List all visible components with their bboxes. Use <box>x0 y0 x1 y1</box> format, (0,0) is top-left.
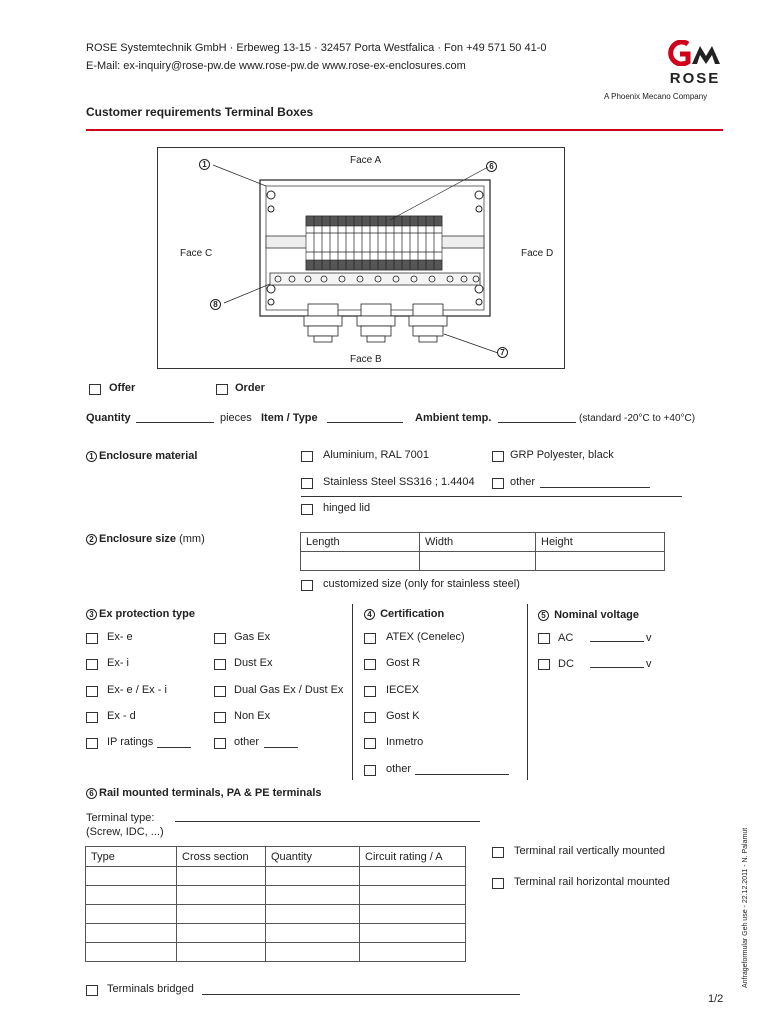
enclosure-size-label: Enclosure size <box>99 533 177 545</box>
width-cell[interactable] <box>420 552 536 571</box>
ip-ratings-field[interactable] <box>157 738 191 748</box>
table-cell[interactable] <box>266 943 360 962</box>
table-row <box>86 867 466 886</box>
non-ex-label: Non Ex <box>234 710 271 722</box>
length-cell[interactable] <box>301 552 420 571</box>
dust-ex-checkbox[interactable] <box>214 659 226 670</box>
material-other-checkbox[interactable] <box>492 478 504 489</box>
atex-label: ATEX (Cenelec) <box>386 631 465 643</box>
offer-label: Offer <box>109 382 136 394</box>
gost-r-label: Gost R <box>386 657 421 669</box>
rail-vertical-checkbox[interactable] <box>492 847 504 858</box>
ambient-field[interactable] <box>498 413 576 423</box>
page-title: Customer requirements Terminal Boxes <box>86 105 314 119</box>
table-cell[interactable] <box>360 905 466 924</box>
ex-d-label: Ex - d <box>107 710 136 722</box>
ex-protection-heading <box>86 608 195 620</box>
gost-k-label: Gost K <box>386 710 420 722</box>
table-cell[interactable] <box>177 886 266 905</box>
rail-horizontal-label: Terminal rail horizontal mounted <box>514 876 670 888</box>
material-divider <box>301 496 682 497</box>
rail-vertical-label: Terminal rail vertically mounted <box>514 845 665 857</box>
table-cell[interactable] <box>177 924 266 943</box>
stainless-checkbox[interactable] <box>301 478 313 489</box>
section-number-1: 1 <box>86 451 97 462</box>
ex-d-checkbox[interactable] <box>86 712 98 723</box>
aluminium-checkbox[interactable] <box>301 451 313 462</box>
ambient-standard: (standard -20°C to +40°C) <box>579 413 696 424</box>
section-number-2: 2 <box>86 534 97 545</box>
table-cell[interactable] <box>86 943 177 962</box>
terminals-bridged-field[interactable] <box>202 985 520 995</box>
type-header: Type <box>86 847 177 867</box>
address-line: ROSE Systemtechnik GmbH · Erbeweg 13-15 · 32457 Porta Westfalica · Fon +49 571 50 41-0 <box>86 42 547 54</box>
ip-ratings-checkbox[interactable] <box>86 738 98 749</box>
tagline: A Phoenix Mecano Company <box>604 92 708 101</box>
rail-terminals-heading <box>86 787 322 799</box>
ex-other-label: other <box>234 736 260 748</box>
face-d-label: Face D <box>521 248 554 259</box>
section-number-5: 5 <box>538 610 549 621</box>
ex-e-ex-i-label: Ex- e / Ex - i <box>107 684 167 696</box>
inmetro-label: Inmetro <box>386 736 424 748</box>
face-a-label: Face A <box>350 155 382 166</box>
nominal-voltage-label: Nominal voltage <box>554 609 640 621</box>
logo-text: ROSE <box>669 70 721 87</box>
rose-logo <box>666 40 724 87</box>
ac-unit: v <box>646 632 652 644</box>
ex-e-ex-i-checkbox[interactable] <box>86 686 98 697</box>
terminal-type-label: Terminal type: <box>86 812 155 824</box>
iecex-label: IECEX <box>386 684 420 696</box>
title-rule <box>86 129 723 131</box>
ex-protection-label: Ex protection type <box>99 608 195 620</box>
table-cell[interactable] <box>177 943 266 962</box>
section-number-6: 6 <box>86 788 97 799</box>
page-number: 1/2 <box>708 993 724 1005</box>
table-cell[interactable] <box>360 867 466 886</box>
nominal-voltage-heading <box>538 609 639 621</box>
ex-other-checkbox[interactable] <box>214 738 226 749</box>
ex-i-label: Ex- i <box>107 657 129 669</box>
cross-section-header: Cross section <box>177 847 266 867</box>
material-other-label: other <box>510 476 536 488</box>
table-cell[interactable] <box>360 943 466 962</box>
quantity-field[interactable] <box>136 413 214 423</box>
inmetro-checkbox[interactable] <box>364 738 376 749</box>
rail-horizontal-checkbox[interactable] <box>492 878 504 889</box>
ex-i-checkbox[interactable] <box>86 659 98 670</box>
order-label: Order <box>235 382 265 394</box>
enclosure-material-label: Enclosure material <box>99 450 198 462</box>
quantity-label: Quantity <box>86 412 131 424</box>
dual-ex-checkbox[interactable] <box>214 686 226 697</box>
section-divider-4 <box>352 604 353 780</box>
gas-ex-label: Gas Ex <box>234 631 271 643</box>
customized-size-checkbox[interactable] <box>301 580 313 591</box>
table-cell[interactable] <box>266 867 360 886</box>
gas-ex-checkbox[interactable] <box>214 633 226 644</box>
grp-label: GRP Polyester, black <box>510 449 614 461</box>
iecex-checkbox[interactable] <box>364 686 376 697</box>
section-number-4: 4 <box>364 609 375 620</box>
table-cell[interactable] <box>86 905 177 924</box>
rail-terminals-label: Rail mounted terminals, PA & PE terminals <box>99 787 322 799</box>
ac-voltage-field[interactable] <box>590 632 644 642</box>
dc-label: DC <box>558 658 574 670</box>
terminal-box-diagram <box>157 147 565 369</box>
item-type-label: Item / Type <box>261 412 318 424</box>
face-c-label: Face C <box>180 248 213 259</box>
table-row <box>86 924 466 943</box>
ambient-label: Ambient temp. <box>415 412 492 424</box>
enclosure-size-unit: (mm) <box>179 533 205 545</box>
section-number-3: 3 <box>86 609 97 620</box>
terminals-table <box>85 846 466 962</box>
ex-other-field[interactable] <box>264 738 298 748</box>
dc-unit: v <box>646 658 652 670</box>
ac-label: AC <box>558 632 574 644</box>
material-other-field[interactable] <box>540 478 650 488</box>
ex-e-checkbox[interactable] <box>86 633 98 644</box>
table-cell[interactable] <box>360 924 466 943</box>
table-cell[interactable] <box>177 905 266 924</box>
cert-other-field[interactable] <box>415 765 509 775</box>
table-row <box>86 943 466 962</box>
section-divider-5 <box>527 604 528 780</box>
table-cell[interactable] <box>266 924 360 943</box>
table-cell[interactable] <box>86 867 177 886</box>
dual-ex-label: Dual Gas Ex / Dust Ex <box>234 684 344 696</box>
gost-k-checkbox[interactable] <box>364 712 376 723</box>
table-cell[interactable] <box>266 905 360 924</box>
width-header: Width <box>420 533 536 552</box>
non-ex-checkbox[interactable] <box>214 712 226 723</box>
length-header: Length <box>301 533 420 552</box>
cert-other-label: other <box>386 763 412 775</box>
pieces-label: pieces <box>220 412 252 424</box>
dust-ex-label: Dust Ex <box>234 657 273 669</box>
callout-8: 8 <box>210 299 221 310</box>
table-row <box>86 886 466 905</box>
terminals-bridged-checkbox[interactable] <box>86 985 98 996</box>
offer-checkbox[interactable] <box>89 384 101 395</box>
ac-checkbox[interactable] <box>538 633 550 644</box>
side-note: Anfrageformular Geh use - 22.12.2011 - N. Palamut <box>742 827 749 988</box>
hinged-lid-checkbox[interactable] <box>301 504 313 515</box>
order-checkbox[interactable] <box>216 384 228 395</box>
enclosure-drawing <box>158 148 566 370</box>
certification-heading <box>364 608 444 620</box>
ex-e-label: Ex- e <box>107 631 133 643</box>
ip-ratings-label: IP ratings <box>107 736 154 748</box>
enclosure-size-heading <box>86 533 205 545</box>
terminal-type-field[interactable] <box>175 812 480 822</box>
callout-1: 1 <box>199 159 210 170</box>
aluminium-label: Aluminium, RAL 7001 <box>323 449 429 461</box>
table-row <box>86 905 466 924</box>
table-cell[interactable] <box>86 924 177 943</box>
callout-6: 6 <box>486 161 497 172</box>
stainless-label: Stainless Steel SS316 ; 1.4404 <box>323 476 475 488</box>
customized-size-label: customized size (only for stainless steel) <box>323 578 520 590</box>
terminal-type-hint: (Screw, IDC, ...) <box>86 826 164 838</box>
callout-7: 7 <box>497 347 508 358</box>
terminals-bridged-label: Terminals bridged <box>107 983 194 995</box>
size-table <box>300 532 665 571</box>
height-header: Height <box>536 533 665 552</box>
hinged-lid-label: hinged lid <box>323 502 371 514</box>
gost-r-checkbox[interactable] <box>364 659 376 670</box>
cert-other-checkbox[interactable] <box>364 765 376 776</box>
logo-mark-icon <box>666 40 724 66</box>
circuit-rating-header: Circuit rating / A <box>360 847 466 867</box>
contact-line: E-Mail: ex-inquiry@rose-pw.de www.rose-pw.de www.rose-ex-enclosures.com <box>86 60 466 72</box>
table-cell[interactable] <box>360 886 466 905</box>
face-b-label: Face B <box>350 354 382 365</box>
quantity-header: Quantity <box>266 847 360 867</box>
table-cell[interactable] <box>86 886 177 905</box>
enclosure-material-heading <box>86 450 197 462</box>
height-cell[interactable] <box>536 552 665 571</box>
item-type-field[interactable] <box>327 413 403 423</box>
grp-checkbox[interactable] <box>492 451 504 462</box>
dc-checkbox[interactable] <box>538 659 550 670</box>
certification-label: Certification <box>380 608 445 620</box>
dc-voltage-field[interactable] <box>590 658 644 668</box>
atex-checkbox[interactable] <box>364 633 376 644</box>
table-cell[interactable] <box>266 886 360 905</box>
table-cell[interactable] <box>177 867 266 886</box>
